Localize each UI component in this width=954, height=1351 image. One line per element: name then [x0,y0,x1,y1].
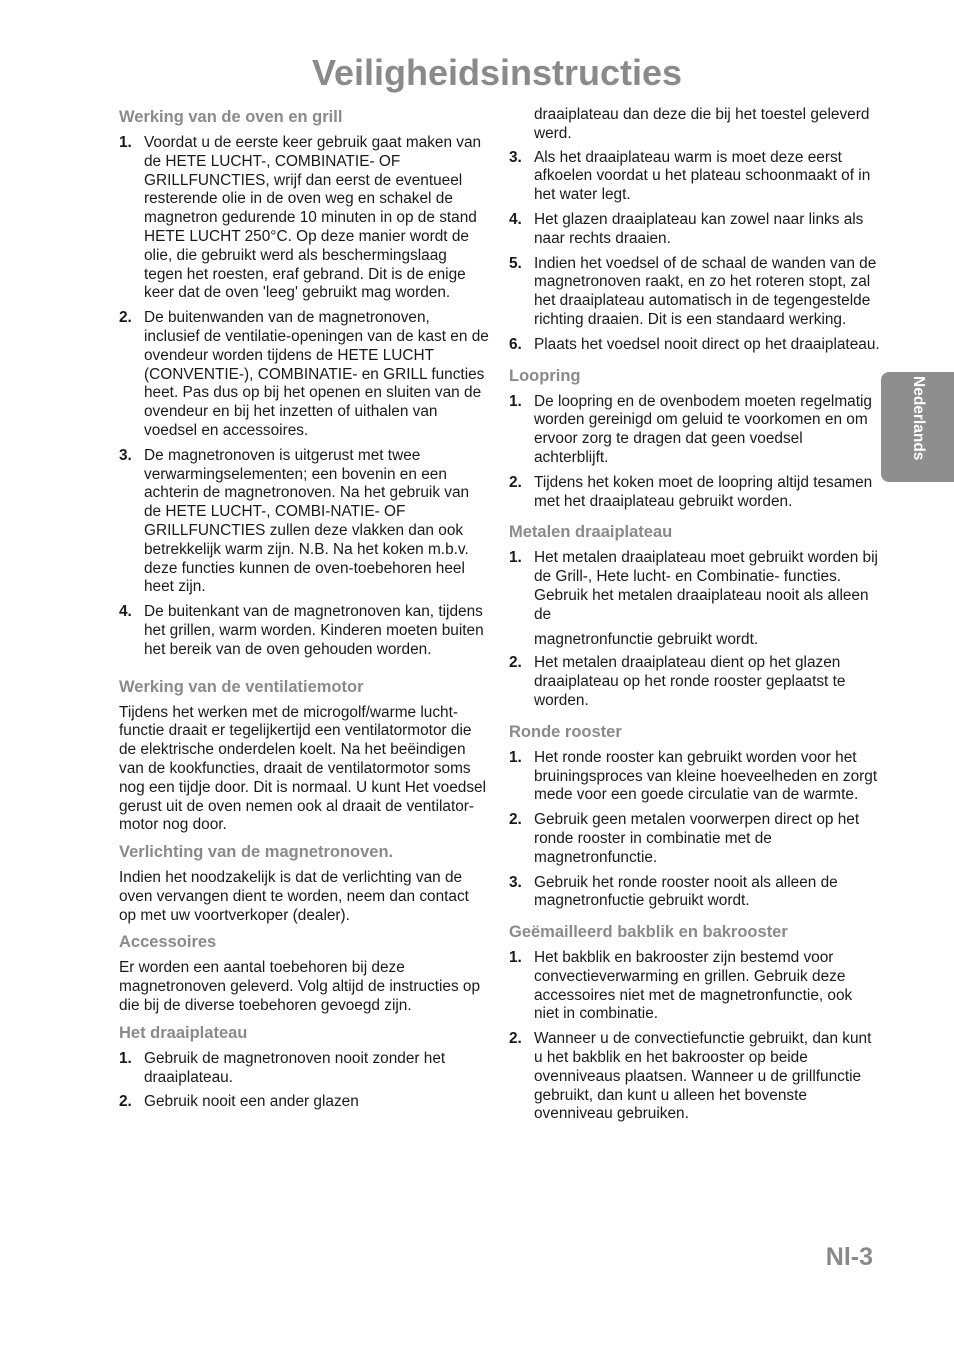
list-item [119,309,489,441]
turntable-continuation: draaiplateau dan deze die bij het toestel geleverd werd. [534,106,870,142]
list-number: 4. [119,603,132,621]
lighting-text: Indien het noodzakelijk is dat de verlichting van de oven vervangen dient te worden, neem dan contact op met uw voortverkoper (dealer). [119,869,469,924]
list-item [509,255,881,330]
list-text: Gebruik nooit een ander glazen [144,1093,359,1111]
section-heading-baking-tray: Geëmailleerd bakblik en bakrooster [509,923,788,942]
list-number: 3. [119,446,132,464]
section-heading-lighting: Verlichting van de magnetronoven. [119,843,394,862]
list-text: Tijdens het koken moet de loopring altijd tesamen met het draaiplateau gebruikt worden. [534,473,873,510]
list-number: 2. [509,1030,522,1048]
page-number: Nl-3 [825,1243,873,1271]
section-heading-turntable: Het draaiplateau [119,1023,248,1042]
list-number: 2. [509,654,522,672]
page-title: Veiligheidsinstructies [311,52,683,93]
language-tab [881,372,954,482]
list-text: Plaats het voedsel nooit direct op het draaiplateau. [534,335,880,353]
list-item [509,474,881,512]
list-text: Indien het voedsel of de schaal de wanden van de magnetronoven raakt, en zo het roteren stopt, zal het draaiplateau automatisch in de tegengestelde richting draaien. Dit is een standaard werking. [534,254,877,328]
list-text: De buitenkant van de magnetronoven kan, tijdens het grillen, warm worden. Kinderen moeten buiten het bereik van de oven gehouden worden. [144,603,484,658]
list-item [509,393,881,468]
list-number: 1. [509,949,522,967]
list-item [509,149,881,205]
list-text: Als het draaiplateau warm is moet deze eerst afkoelen voordat u het plateau schoonmaakt of in het water legt. [534,148,871,204]
list-item [119,1050,489,1088]
list-text: Het glazen draaiplateau kan zowel naar links als naar rechts draaien. [534,210,864,247]
section-heading-ventilation-motor: Werking van de ventilatiemotor [119,677,364,696]
list-item [119,603,489,659]
section-heading-loopring: Loopring [509,366,581,385]
list-number: 2. [509,473,522,491]
left-column [119,106,489,1118]
list-number: 5. [509,254,522,272]
list-text: De loopring en de ovenbodem moeten regelmatig worden gereinigd om geluid te voorkomen en om ervoor zorg te dragen dat geen voedsel achterblijft. [534,392,872,466]
list-item [509,549,881,624]
list-text: Gebruik het ronde rooster nooit als alleen de magnetronfuctie gebruikt wordt. [534,873,838,910]
list-text: Het metalen draaiplateau moet gebruikt worden bij de Grill-, Hete lucht- en Combinatie- functies. Gebruik het metalen draaiplateau nooit als alleen de [534,549,878,623]
metal-turntable-continuation: magnetronfunctie gebruikt wordt. [534,630,759,648]
accessories-text: Er worden een aantal toebehoren bij deze magnetronoven geleverd. Volg altijd de instructies op die bij de diverse toebehoren gevoegd zijn. [119,959,481,1015]
list-text: Het ronde rooster kan gebruikt worden voor het bruiningsproces van kleine hoeveelheden en zorgt mede voor een goede circulatie van de warmte. [534,748,878,804]
list-item [509,874,881,912]
turntable-list-continued [509,149,881,355]
list-number: 3. [509,148,522,166]
list-number: 1. [509,748,522,766]
loopring-list [509,393,881,512]
list-item [119,1093,489,1112]
list-item [509,654,881,710]
list-number: 4. [509,210,522,228]
list-number: 2. [119,1093,132,1111]
oven-grill-list [119,134,489,660]
list-number: 2. [119,309,132,327]
turntable-list [119,1050,489,1112]
baking-tray-list [509,949,881,1124]
list-item [119,447,489,597]
list-number: 1. [119,134,132,151]
round-rack-list [509,749,881,911]
section-heading-metal-turntable: Metalen draaiplateau [509,523,673,542]
list-text: Gebruik de magnetronoven nooit zonder het draaiplateau. [144,1049,446,1086]
language-tab-label: Nederlands [910,376,927,461]
list-number: 1. [509,392,522,410]
metal-turntable-list [509,549,881,710]
list-item [119,134,489,303]
list-number: 2. [509,811,522,829]
list-item [509,336,881,355]
section-heading-oven-grill: Werking van de oven en grill [119,108,343,126]
list-text: Het metalen draaiplateau dient op het glazen draaiplateau op het ronde rooster geplaatst te worden. [534,654,846,709]
right-column [509,106,881,1130]
section-heading-round-rack: Ronde rooster [509,722,622,741]
list-item [509,749,881,805]
ventilation-motor-text: Tijdens het werken met de microgolf/warme lucht-functie draait er tegelijkertijd een ventilatormotor die de elektrische onderdelen koelt. Na het beëindigen van de kookfuncties, draait de ventilatormotor soms nog een tijdje door. Dit is normaal. U kunt Het voedsel gerust uit de oven nemen ook al draait de ventilator-motor nog door. [119,703,487,834]
list-item [509,949,881,1024]
list-text: De magnetronoven is uitgerust met twee verwarmingselementen; een bovenin en een achterin de magnetronoven. Na het gebruik van de HETE LUCHT-, COMBI-NATIE- OF GRILLFUNCTIES zullen deze vlakken dan ook betrekkelijk warm zijn. N.B. Na het koken m.b.v. deze functies kunnen de oven-toebehoren heel heet zijn. [144,446,470,596]
list-item [509,1030,881,1124]
list-item [509,211,881,249]
list-text: Voordat u de eerste keer gebruik gaat maken van de HETE LUCHT-, COMBINATIE- OF GRILLFUNCTIES, wrijf dan eerst de eventueel resterende olie in de oven weg en schakel de magnetron gedurende 10 minuten in op de stand HETE LUCHT 250°C. Op deze manier wordt de olie, die gebruikt werd als beschermingslaag tegen het roesten, eraf gebrand. Dit is de enige keer dat de oven 'leeg' gebruikt mag worden. [144,134,482,302]
list-item [509,811,881,867]
section-heading-accessories: Accessoires [119,933,217,952]
list-text: Gebruik geen metalen voorwerpen direct op het ronde rooster in combinatie met de magnetronfunctie. [534,811,860,866]
list-number: 1. [119,1049,132,1067]
list-number: 1. [509,549,522,567]
list-text: Het bakblik en bakrooster zijn bestemd voor convectieverwarming en grillen. Gebruik deze accessoires niet met de magnetronfunctie, ook niet in combinatie. [534,949,853,1023]
list-number: 6. [509,335,522,353]
list-text: Wanneer u de convectiefunctie gebruikt, dan kunt u het bakblik en het bakrooster op beide ovenniveaus plaatsen. Wanneer u de grillfunctie gebruikt, dan kunt u alleen het bovenste ovenniveau gebruiken. [534,1030,872,1123]
list-text: De buitenwanden van de magnetronoven, inclusief de ventilatie-openingen van de kast en de ovendeur worden tijdens de HETE LUCHT (CONVENTIE-), COMBINATIE- en GRILL functies heet. Pas dus op bij het openen en sluiten van de ovendeur en bij het inzetten of uithalen van voedsel en accessoires. [144,309,489,439]
list-number: 3. [509,873,522,891]
